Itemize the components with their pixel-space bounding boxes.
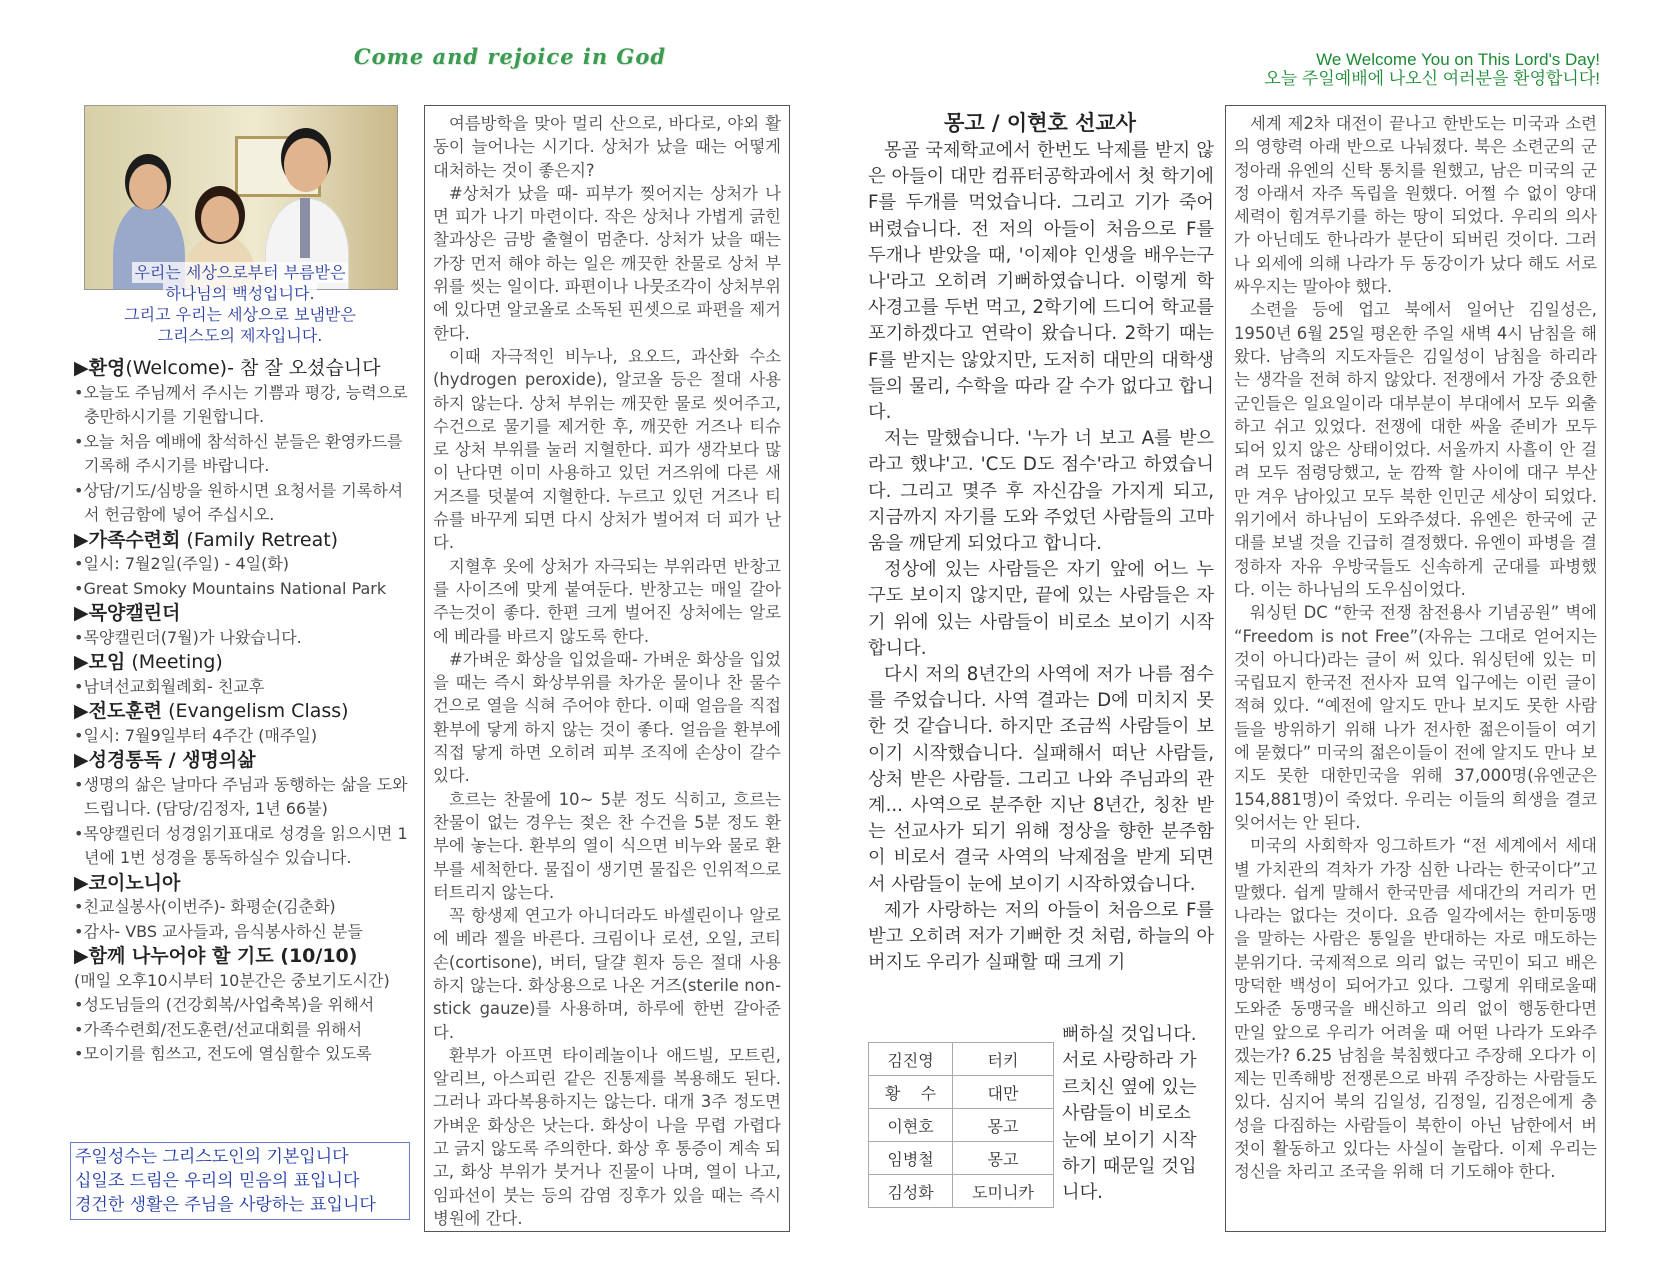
prayer-heading: ▶함께 나누어야 할 기도 (10/10) xyxy=(74,945,358,967)
health-paragraph: 지혈후 옷에 상처가 자극되는 부위라면 반창고를 사이즈에 맞게 붙여둔다. 반창고는 매일 갈아주는것이 좋다. 한편 크게 벌어진 상처에는 알로에 베라를 바르지 않도록 한다. xyxy=(433,556,781,646)
reminder-line: 주일성수는 그리스도인의 기본입니다 xyxy=(75,1147,349,1167)
history-article xyxy=(1225,105,1606,1232)
health-paragraph: #상처가 났을 때- 피부가 찢어지는 상처가 나면 피가 나기 마련이다. 작은 상처나 가볍게 긁힌 찰과상은 금방 출혈이 멈춘다. 상처가 났을 때는 가장 먼저 해야 하는 일은 깨끗한 찬물로 상처 부위를 씻는 일이다. 파편이나 나뭇조각이 상처부위에 있다면 알코올로 소독된 핀셋으로 파편을 제거한다. xyxy=(433,183,781,343)
header-welcome-ko: 오늘 주일예배에 나오신 여러분을 환영합니다! xyxy=(1264,69,1600,88)
history-paragraph: 워싱턴 DC “한국 전쟁 참전용사 기념공원” 벽에 “Freedom is not Free”(자유는 그대로 얻어지는 것이 아니다)라는 글이 써 있다. 워싱턴에 있는 미 국립묘지 한국전 전사자 묘역 입구에는 이런 글이 적혀 있다. “예전에 알지도 만나 보지도 못한 사람들을 방위하기 위해 나가 전사한 젊은이들이 여기에 묻혔다” 미국의 젊은이들이 전에 알지도 만나 보지도 못한 대한민국을 위해 37,000명(유엔군은 154,881명)이 죽었다. 우리는 이들의 희생을 결코 잊어서는 안 된다. xyxy=(1234,603,1597,832)
missionary-country: 몽고 xyxy=(953,1142,1054,1175)
history-paragraph: 미국의 사회학자 잉그하트가 “전 세계에서 세대별 가치관의 격차가 가장 심한 나라는 한국이다”고 말했다. 쉽게 말해서 한국만큼 세대간의 거리가 먼 나라는 없다는 것이다. 요즘 일각에서는 한미동맹을 말하는 사람은 통일을 반대하는 자로 매도하는 분위기다. 국제적으로 의리 없는 국민이 되고 배은망덕한 백성이 되어가고 있다. 그렇게 위태로울때 도와준 동맹국을 배신하고 의리 없이 행동한다면 만일 앞으로 우리가 어려울 때 어떤 나라가 도와주겠는가? 6.25 남침을 북침했다고 주장해 오다가 이제는 민족해방 전쟁론으로 바꿔 주장하는 사람들도 있다. 심지어 북의 김일성, 김정일, 김정은에게 충성을 다짐하는 사람들이 북한이 아닌 남한에서 버젓이 활동하고 있다는 사실이 놀랍다. 이제 우리는 정신을 차리고 조국을 위해 더 기도해야 한다. xyxy=(1234,836,1597,1182)
health-paragraph: 이때 자극적인 비누나, 요오드, 과산화 수소(hydrogen peroxide), 알코올 등은 절대 사용하지 않는다. 상처 부위는 깨끗한 물로 씻어주고, 수건으로 물기를 제거한 후, 깨끗한 거즈나 티슈로 상처 부위를 눌러 지혈한다. 피가 생각보다 많이 난다면 이미 사용하고 있던 거즈위에 다른 새 거즈를 덧붙여 지혈한다. 누르고 있던 거즈나 티슈를 바꾸게 되면 다시 상처가 벌어져 더 피가 난다. xyxy=(433,346,781,553)
reminder-line: 십일조 드림은 우리의 믿음의 표입니다 xyxy=(75,1171,360,1191)
health-paragraph: 흐르는 찬물에 10~ 5분 정도 식히고, 흐르는 찬물이 없는 경우는 젖은 찬 수건을 5분 정도 환부에 놓는다. 환부의 열이 식으면 비누와 물로 환부를 세척한다. 물집이 생기면 물집은 인위적으로 터트리지 않는다. xyxy=(433,789,781,902)
missionary-country: 대만 xyxy=(953,1076,1054,1109)
mission-paragraph: 몽골 국제학교에서 한번도 낙제를 받지 않은 아들이 대만 컴퓨터공학과에서 첫 학기에 F를 두개를 먹었습니다. 그리고 기가 죽어 버렸습니다. 전 저의 아들이 처음으로 F를 두개나 받았을 때, '이제야 인생을 배우는구나'라고 오히려 기뻐하였습니다. 이렇게 학사경고를 두번 먹고, 2학기에 드디어 학교를 포기하겠다고 연락이 왔습니다. 2학기 때는 F를 받지는 않았지만, 도저히 대만의 대학생들의 물리, 수학을 따라 갈 수가 없다고 합니다. xyxy=(868,140,1214,424)
bible-item: •목양캘린더 성경읽기표대로 성경을 읽으시면 1년에 1번 성경을 통독하실수 있습니다. xyxy=(74,823,408,867)
history-paragraph: 소련을 등에 업고 북에서 일어난 김일성은, 1950년 6월 25일 평온한 주일 새벽 4시 남침을 해 왔다. 남측의 지도자들은 김일성이 남침을 하리라는 생각을 전혀 하지 않았다. 전쟁에서 가장 중요한 군인들은 일요일이라 대부분이 부대에서 모두 외출하고 쉬고 있었다. 전쟁에 대한 싸울 준비가 모두 되어 있지 않은 상태이었다. 서울까지 사흘이 안 걸려 모두 점령당했고, 눈 깜짝 할 사이에 대구 부산만 겨우 남아있고 모두 북한 인민군 세상이 되었다. 위기에서 하나님이 도와주셨다. 유엔은 한국에 군대를 보낼 것을 긴급히 결정했다. 유엔이 파병을 결정하자 자유 우방국들도 신속하게 군대를 파병했다. 이는 하나님의 도우심이었다. xyxy=(1234,300,1597,599)
retreat-heading: ▶가족수련회 (Family Retreat) xyxy=(74,528,339,551)
meeting-heading: ▶모임 (Meeting) xyxy=(74,651,223,673)
missionary-name: 김진영 xyxy=(869,1043,953,1076)
missionary-country: 터키 xyxy=(953,1043,1054,1076)
missionary-name: 임병철 xyxy=(869,1142,953,1175)
mission-paragraph: 다시 저의 8년간의 사역에 저가 나름 점수를 주었습니다. 사역 결과는 D에 미치지 못한 것 같습니다. 하지만 조금씩 사람들이 보이기 시작했습니다. 실패해서 떠난 사람들, 상처 받은 사람들. 그리고 나와 주님과의 관계... 사역으로 분주한 지난 8년간, 칭찬 받는 선교사가 되기 위해 정상을 향한 분주함이 비로서 결국 사역의 낙제점을 받게 되면서 사람들이 눈에 보이기 시작하였습니다. xyxy=(868,664,1214,895)
calendar-item: •목양캘린더(7월)가 나왔습니다. xyxy=(74,627,302,647)
header-welcome xyxy=(1160,50,1600,88)
bible-item: •생명의 삶은 날마다 주님과 동행하는 삶을 도와드립니다. (담당/김정자, 1년 66불) xyxy=(74,774,408,818)
faith-reminder-box xyxy=(70,1142,410,1220)
evangelism-item: •일시: 7월9일부터 4주간 (매주일) xyxy=(74,725,318,745)
missionary-name: 이현호 xyxy=(869,1109,953,1142)
mission-paragraph: 정상에 있는 사람들은 자기 앞에 어느 누구도 보이지 않지만, 끝에 있는 사람들은 자기 위에 있는 사람들이 비로소 보이기 시작합니다. xyxy=(868,559,1214,659)
health-paragraph: #가벼운 화상을 입었을때- 가벼운 화상을 입었을 때는 즉시 화상부위를 차가운 물이나 찬 물수건으로 열을 식혀 주어야 한다. 이때 얼음을 직접 환부에 닿게 하지 않는 것이 좋다. 얼음을 환부에 직접 닿게 하면 오히려 피부 조직에 손상이 갈수 있다. xyxy=(433,649,781,786)
table-row xyxy=(869,1043,1054,1076)
missionary-table xyxy=(868,1042,1054,1208)
health-paragraph: 꼭 항생제 연고가 아니더라도 바셀린이나 알로에 베라 젤을 바른다. 크림이나 로션, 오일, 코티손(cortisone), 버터, 달걀 흰자 등은 절대 사용하지 않는다. 화상용으로 나온 거즈(sterile non-stick gauze)를 사용하며, 하루에 한번 갈아준다. xyxy=(433,906,781,1042)
caption-line-1: 우리는 세상으로부터 부름받은 xyxy=(134,263,346,282)
prayer-item: •성도님들의 (건강회복/사업축복)을 위해서 xyxy=(74,995,375,1014)
mission-paragraph: 제가 사랑하는 저의 아들이 처음으로 F를 받고 오히려 저가 기뻐한 것 처럼, 하늘의 아버지도 우리가 실패할 때 크게 기 xyxy=(868,899,1214,974)
health-paragraph: 여름방학을 맞아 멀리 산으로, 바다로, 야외 활동이 늘어나는 시기다. 상처가 났을 때는 어떻게 대처하는 것이 좋은지? xyxy=(433,114,781,180)
welcome-heading: ▶환영(Welcome)- 참 잘 오셨습니다 xyxy=(74,357,381,379)
evangelism-heading: ▶전도훈련 (Evangelism Class) xyxy=(74,700,349,722)
bible-heading: ▶성경통독 / 생명의삶 xyxy=(74,749,256,771)
history-paragraph: 세계 제2차 대전이 끝나고 한반도는 미국과 소련의 영향력 아래 반으로 나눠졌다. 북은 소련군의 군정아래 유엔의 신탁 통치를 원했고, 남은 미국의 군정 아래서 자주 독립을 원했다. 어쩔 수 없이 양대 세력이 힘겨루기를 하는 땅이 되었다. 우리의 의사가 아닌데도 한나라가 분단이 되버린 것이다. 그러나 외세에 의해 나라가 두 동강이가 났다 해도 서로 싸우지는 말아야 했다. xyxy=(1234,114,1597,297)
retreat-item: •일시: 7월2일(주일) - 4일(화) xyxy=(74,554,290,573)
mission-title: 몽고 / 이현호 선교사 xyxy=(944,111,1136,135)
table-row xyxy=(869,1175,1054,1208)
mission-article xyxy=(868,138,1214,977)
header-welcome-en: We Welcome You on This Lord's Day! xyxy=(1316,50,1600,69)
missionary-country: 몽고 xyxy=(953,1109,1054,1142)
calendar-heading: ▶목양캘린더 xyxy=(74,602,181,624)
table-row xyxy=(869,1076,1054,1109)
photo-caption xyxy=(84,262,396,346)
missionary-name: 김성화 xyxy=(869,1175,953,1208)
prayer-note: (매일 오후10시부터 10분간은 중보기도시간) xyxy=(74,970,390,990)
mission-article-tail: 뻐하실 것입니다. 서로 사랑하라 가르치신 옆에 있는 사람들이 비로소 눈에 보이기 시작하기 때문일 것입니다. xyxy=(1062,1024,1197,1204)
health-paragraph: 환부가 아프면 타이레놀이나 애드빌, 모트린, 알리브, 아스피린 같은 진통제를 복용해도 된다. 그러나 과다복용하지는 않는다. 대개 3주 정도면 가벼운 화상은 낫는다. 화상이 나을 무렵 가렵다고 긁지 않도록 주의한다. 화상 후 통증이 계속 되고, 화상 부위가 붓거나 진물이 나며, 열이 나고, 임파선이 붓는 등의 감염 징후가 있을 때는 즉시 병원에 간다. xyxy=(433,1045,781,1228)
koinonia-item: •친교실봉사(이번주)- 화평순(김춘화) xyxy=(74,897,336,916)
header-motto: Come and rejoice in God xyxy=(353,44,667,69)
caption-line-4: 그리스도의 제자입니다. xyxy=(157,326,323,345)
prayer-item: •모이기를 힘쓰고, 전도에 열심할수 있도록 xyxy=(74,1044,372,1063)
mission-paragraph: 저는 말했습니다. '누가 너 보고 A를 받으라고 했냐'고. 'C도 D도 점수'라고 하였습니다. 그리고 몇주 후 자신감을 가지게 되고, 지금까지 자기를 도와 주었던 사람들의 고마움을 깨닫게 되었다고 합니다. xyxy=(868,428,1214,555)
welcome-item: •오늘도 주님께서 주시는 기쁨과 평강, 능력으로 충만하시기를 기원합니다. xyxy=(74,382,408,426)
caption-line-3: 그리고 우리는 세상으로 보냄받은 xyxy=(124,305,356,324)
missionary-country: 도미니카 xyxy=(953,1175,1054,1208)
retreat-item: •Great Smoky Mountains National Park xyxy=(74,578,387,598)
welcome-item: •오늘 처음 예배에 참석하신 분들은 환영카드를 기록해 주시기를 바랍니다. xyxy=(74,431,403,475)
koinonia-heading: ▶코이노니아 xyxy=(74,871,181,894)
meeting-item: •남녀선교회월례회- 친교후 xyxy=(74,676,265,696)
prayer-item: •가족수련회/전도훈련/선교대회를 위해서 xyxy=(74,1019,363,1039)
reminder-line: 경건한 생활은 주님을 사랑하는 표입니다 xyxy=(75,1195,376,1215)
missionary-name: 황 수 xyxy=(869,1076,953,1109)
table-row xyxy=(869,1142,1054,1175)
welcome-item: •상담/기도/심방을 원하시면 요청서를 기록하셔서 헌금함에 넣어 주십시오. xyxy=(74,480,404,524)
table-row xyxy=(869,1109,1054,1142)
caption-line-2: 하나님의 백성입니다. xyxy=(165,284,315,303)
koinonia-item: •감사- VBS 교사들과, 음식봉사하신 분들 xyxy=(74,921,363,941)
health-article xyxy=(424,105,790,1232)
announcements xyxy=(74,356,414,1067)
